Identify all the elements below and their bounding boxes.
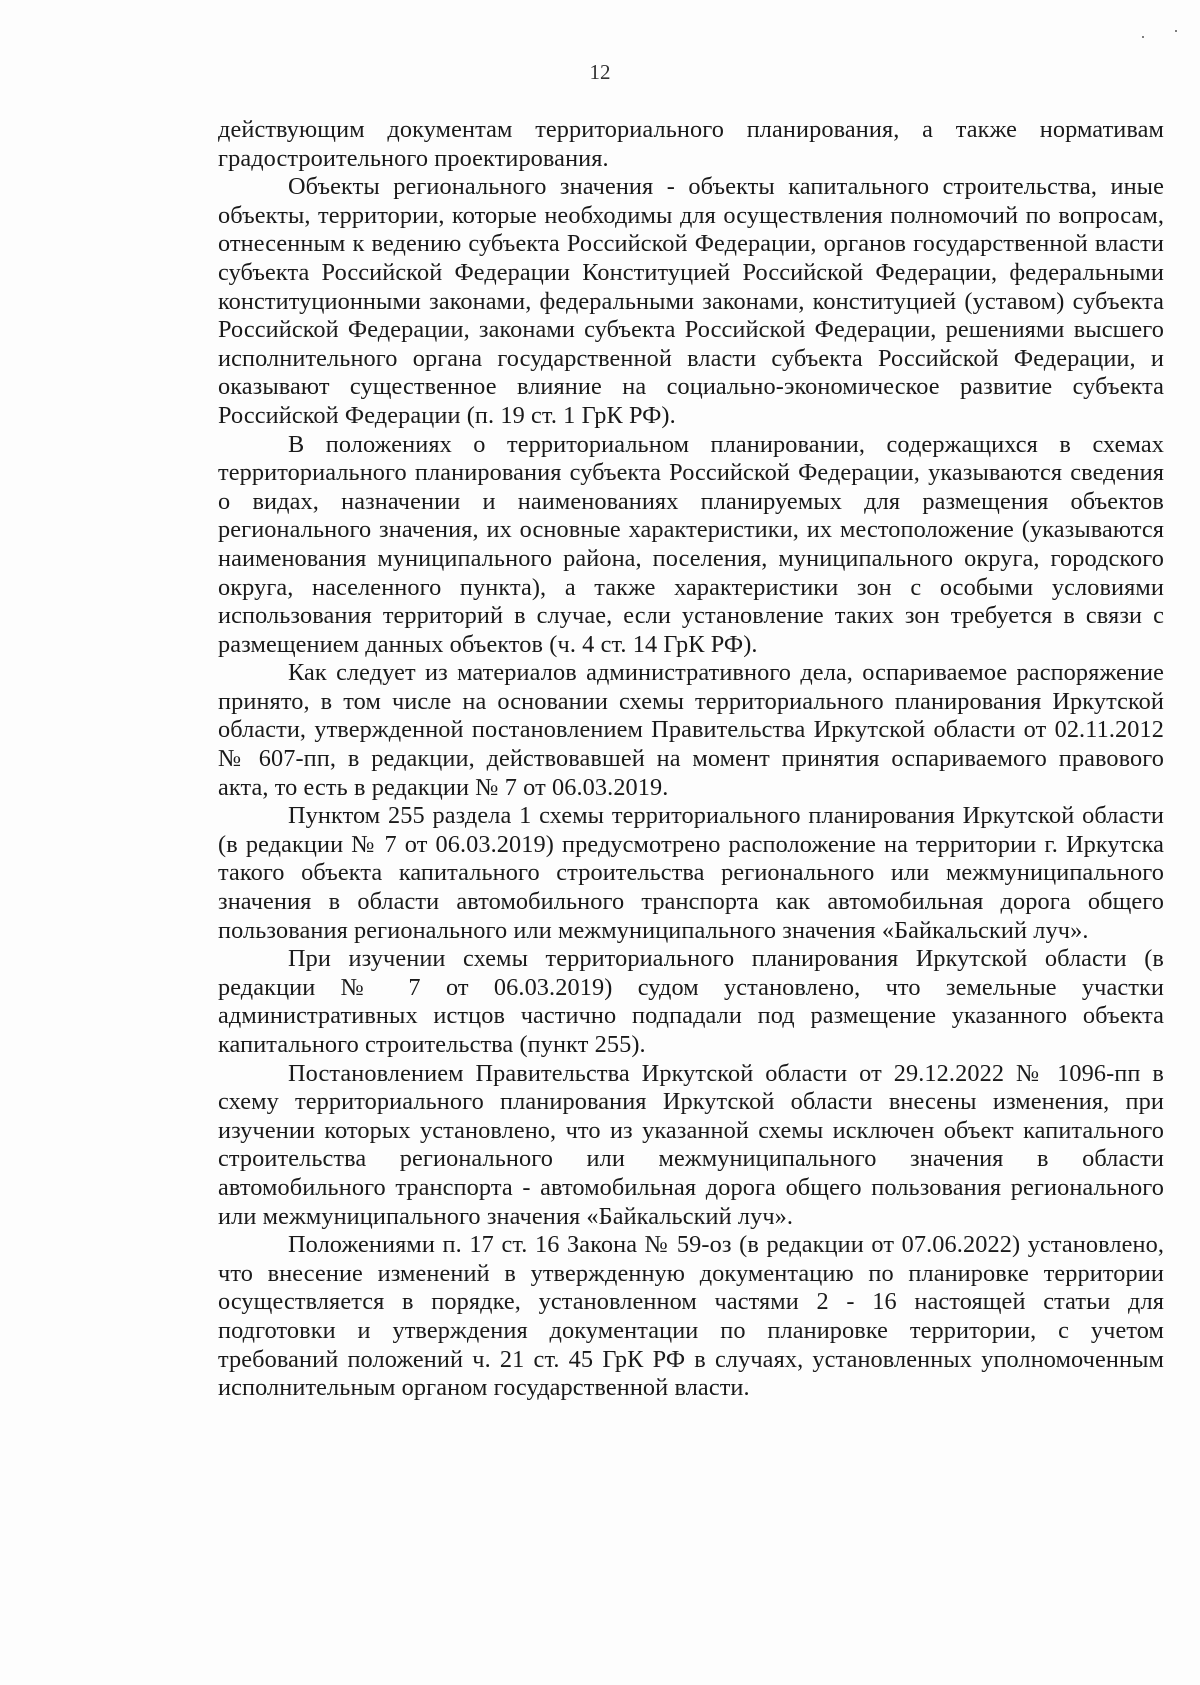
scan-speck	[1142, 36, 1144, 38]
page-number: 12	[589, 60, 611, 84]
paragraph-resolution-1096: Постановлением Правительства Иркутской области от 29.12.2022 № 1096-пп в схему территориального планирования Иркутской области внесены изменения, при изучении которых установлено, что из указанной схемы исключен объект капитального строительства регионального или межмуниципального значения в области автомобильного транспорта - автомобильная дорога общего пользования регионального или межмуниципального значения «Байкальский луч».	[218, 1059, 1164, 1230]
paragraph-continuation: действующим документам территориального планирования, а также нормативам градостроительного проектирования.	[218, 116, 1164, 172]
paragraph-territorial-planning: В положениях о территориальном планировании, содержащихся в схемах территориального планирования субъекта Российской Федерации, указываются сведения о видах, назначении и наименованиях планируемых для размещения объектов регионального значения, их основные характеристики, их местоположение (указываются наименования муниципального района, поселения, муниципального округа, городского округа, населенного пункта), а также характеристики зон с особыми условиями использования территорий в случае, если установление таких зон требуется в связи с размещением данных объектов (ч. 4 ст. 14 ГрК РФ).	[218, 430, 1164, 658]
scan-speck	[1175, 30, 1177, 32]
document-body	[218, 116, 1164, 1403]
paragraph-court-finding: При изучении схемы территориального планирования Иркутской области (в редакции № 7 от 06.03.2019) судом установлено, что земельные участки административных истцов частично подпадали под размещение указанного объекта капитального строительства (пункт 255).	[218, 945, 1164, 1058]
paragraph-law-59-oz: Положениями п. 17 ст. 16 Закона № 59-оз (в редакции от 07.06.2022) установлено, что внесение изменений в утвержденную документацию по планировке территории осуществляется в порядке, установленном частями 2 - 16 настоящей статьи для подготовки и утверждения документации по планировке территории, с учетом требований положений ч. 21 ст. 45 ГрК РФ в случаях, установленных уполномоченным исполнительным органом государственной власти.	[218, 1231, 1164, 1402]
paragraph-case-materials: Как следует из материалов административного дела, оспариваемое распоряжение принято, в том числе на основании схемы территориального планирования Иркутской области, утвержденной постановлением Правительства Иркутской области от 02.11.2012 № 607-пп, в редакции, действовавшей на момент принятия оспариваемого правового акта, то есть в редакции № 7 от 06.03.2019.	[218, 659, 1164, 801]
paragraph-item-255: Пунктом 255 раздела 1 схемы территориального планирования Иркутской области (в редакции № 7 от 06.03.2019) предусмотрено расположение на территории г. Иркутска такого объекта капитального строительства регионального или межмуниципального значения в области автомобильного транспорта как автомобильная дорога общего пользования регионального или межмуниципального значения «Байкальский луч».	[218, 802, 1164, 944]
paragraph-regional-objects: Объекты регионального значения - объекты капитального строительства, иные объекты, территории, которые необходимы для осуществления полномочий по вопросам, отнесенным к ведению субъекта Российской Федерации, органов государственной власти субъекта Российской Федерации Конституцией Российской Федерации, федеральными конституционными законами, федеральными законами, конституцией (уставом) субъекта Российской Федерации, законами субъекта Российской Федерации, решениями высшего исполнительного органа государственной власти субъекта Российской Федерации, и оказывают существенное влияние на социально-экономическое развитие субъекта Российской Федерации (п. 19 ст. 1 ГрК РФ).	[218, 173, 1164, 429]
